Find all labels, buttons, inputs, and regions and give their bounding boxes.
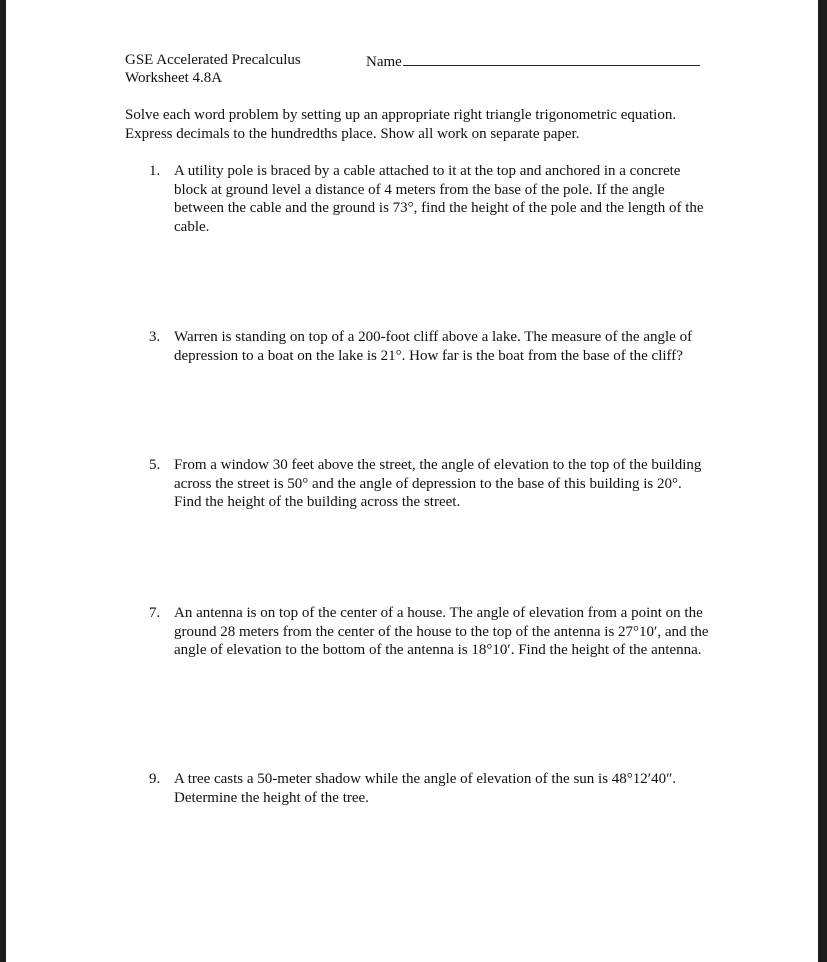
name-underline [403,51,700,66]
problem-text: Warren is standing on top of a 200-foot cliff above a lake. The measure of the angle of depression to a boat on the lake is 21°. How far is the boat from the base of the cliff? [174,329,693,364]
worksheet-title: Worksheet 4.8A [125,70,223,86]
problem-number: 9. [149,771,161,787]
problem-text: A utility pole is braced by a cable attached to it at the top and anchored in a concrete block at ground level a distance of 4 meters from the base of the pole. If the angle between the cable and the ground is 73°, find the height of the pole and the length of the cable. [174,163,704,235]
name-label: Name [366,54,402,70]
problem-text: A tree casts a 50-meter shadow while the angle of elevation of the sun is 48°12′40″. Determine the height of the tree. [174,771,677,806]
problem-5 [149,456,709,512]
problem-9 [149,770,709,807]
problem-7 [149,604,709,660]
problem-number: 7. [149,605,161,621]
problem-number: 5. [149,457,161,473]
problem-text: From a window 30 feet above the street, the angle of elevation to the top of the building across the street is 50° and the angle of depression to the base of this building is 20°. Find the height of the building across the street. [174,457,702,510]
problem-number: 3. [149,329,161,345]
worksheet-header [125,51,301,87]
problem-1 [149,162,709,236]
problem-3 [149,328,709,365]
name-field [366,51,700,71]
course-title: GSE Accelerated Precalculus [125,52,301,68]
problem-text: An antenna is on top of the center of a house. The angle of elevation from a point on the ground 28 meters from the center of the house to the top of the antenna is 27°10′, and the angle of elevation to the bottom of the antenna is 18°10′. Find the height of the antenna. [174,605,709,658]
instructions: Solve each word problem by setting up an appropriate right triangle trigonometric equation. Express decimals to the hundredths place. Show all work on separate paper. [125,107,677,142]
problem-number: 1. [149,163,161,179]
worksheet-page [6,0,818,962]
